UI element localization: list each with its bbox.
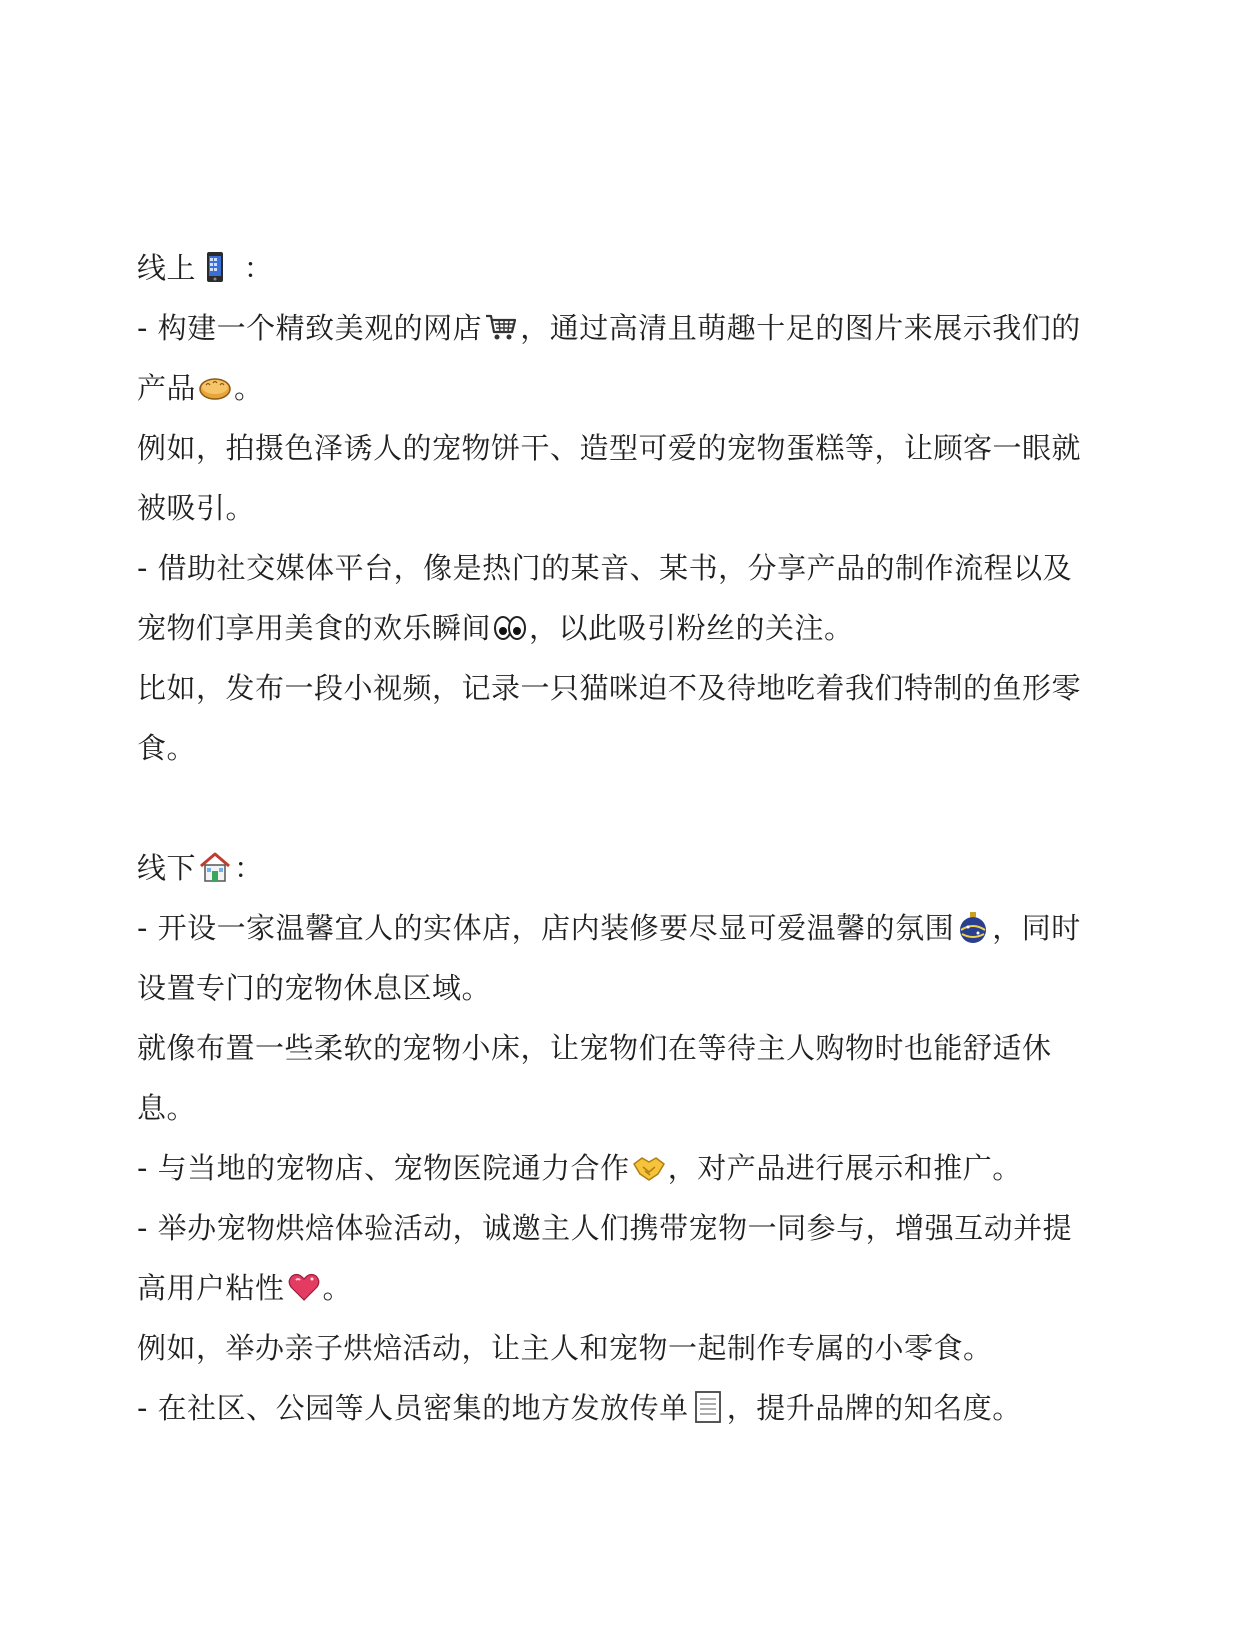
offline-p2-line1: 就像布置一些柔软的宠物小床，让宠物们在等待主人购物时也能舒适休 [137,1031,1052,1065]
offline-p4-text-a: 高用户粘性 [137,1271,285,1305]
online-p4-line2: 食。 [137,731,197,765]
online-p1-line1 [137,298,1117,358]
offline-p3-text-b: ，对产品进行展示和推广。 [667,1151,1022,1185]
offline-p1-line1 [137,898,1117,958]
online-p1-text-b: ，通过高清且萌趣十足的图片来展示我们的 [520,311,1081,345]
online-p3-text-a: 宠物们享用美食的欢乐瞬间 [137,611,492,645]
offline-p6-line1 [137,1378,1117,1438]
offline-p6-text-a: - 在社区、公园等人员密集的地方发放传单 [137,1391,689,1425]
shopping-cart-icon [484,310,518,344]
offline-p5-line1: 例如，举办亲子烘焙活动，让主人和宠物一起制作专属的小零食。 [137,1331,993,1365]
offline-p6-text-b: ，提升品牌的知名度。 [726,1391,1022,1425]
offline-p4-line1: - 举办宠物烘焙体验活动，诚邀主人们携带宠物一同参与，增强互动并提 [137,1211,1073,1245]
sparkling-heart-icon [287,1270,321,1304]
handshake-icon [632,1150,666,1184]
online-p1-text-c: 产品 [137,371,197,405]
heading-offline-text: 线下 [137,851,197,885]
bread-icon [198,370,232,404]
online-p3-line1: - 借助社交媒体平台，像是热门的某音、某书，分享产品的制作流程以及 [137,551,1073,585]
document-body [137,238,1117,1438]
offline-p3-text-a: - 与当地的宠物店、宠物医院通力合作 [137,1151,630,1185]
offline-p3-line1 [137,1138,1117,1198]
online-p4-line1: 比如，发布一段小视频，记录一只猫咪迫不及待地吃着我们特制的鱼形零 [137,671,1082,705]
offline-p1-text-b: ，同时 [992,911,1081,945]
online-p1-line2 [137,358,1117,418]
online-p3-text-b: ，以此吸引粉丝的关注。 [529,611,854,645]
section-heading-offline [137,838,1117,898]
offline-p1-line2: 设置专门的宠物休息区域。 [137,971,492,1005]
house-icon [198,850,232,884]
document-icon [691,1390,725,1424]
eyes-icon [493,610,527,644]
online-p3-line2 [137,598,1117,658]
offline-p1-text-a: - 开设一家温馨宜人的实体店，店内装修要尽显可爱温馨的氛围 [137,911,955,945]
online-p2-line1: 例如，拍摄色泽诱人的宠物饼干、造型可爱的宠物蛋糕等，让顾客一眼就 [137,431,1082,465]
online-p1-text-d: 。 [234,371,264,405]
offline-p4-line2 [137,1258,1117,1318]
section-spacer [137,778,1117,838]
online-p1-text-a: - 构建一个精致美观的网店 [137,311,483,345]
heading-online-text: 线上 [137,251,197,285]
mobile-phone-icon [198,250,232,284]
section-heading-online [137,238,1117,298]
offline-p4-text-b: 。 [322,1271,353,1305]
heading-online-colon: ： [234,251,274,285]
ornament-icon [956,910,990,944]
online-p2-line2: 被吸引。 [137,491,256,525]
heading-offline-colon: ： [234,851,264,885]
offline-p2-line2: 息。 [137,1091,197,1125]
